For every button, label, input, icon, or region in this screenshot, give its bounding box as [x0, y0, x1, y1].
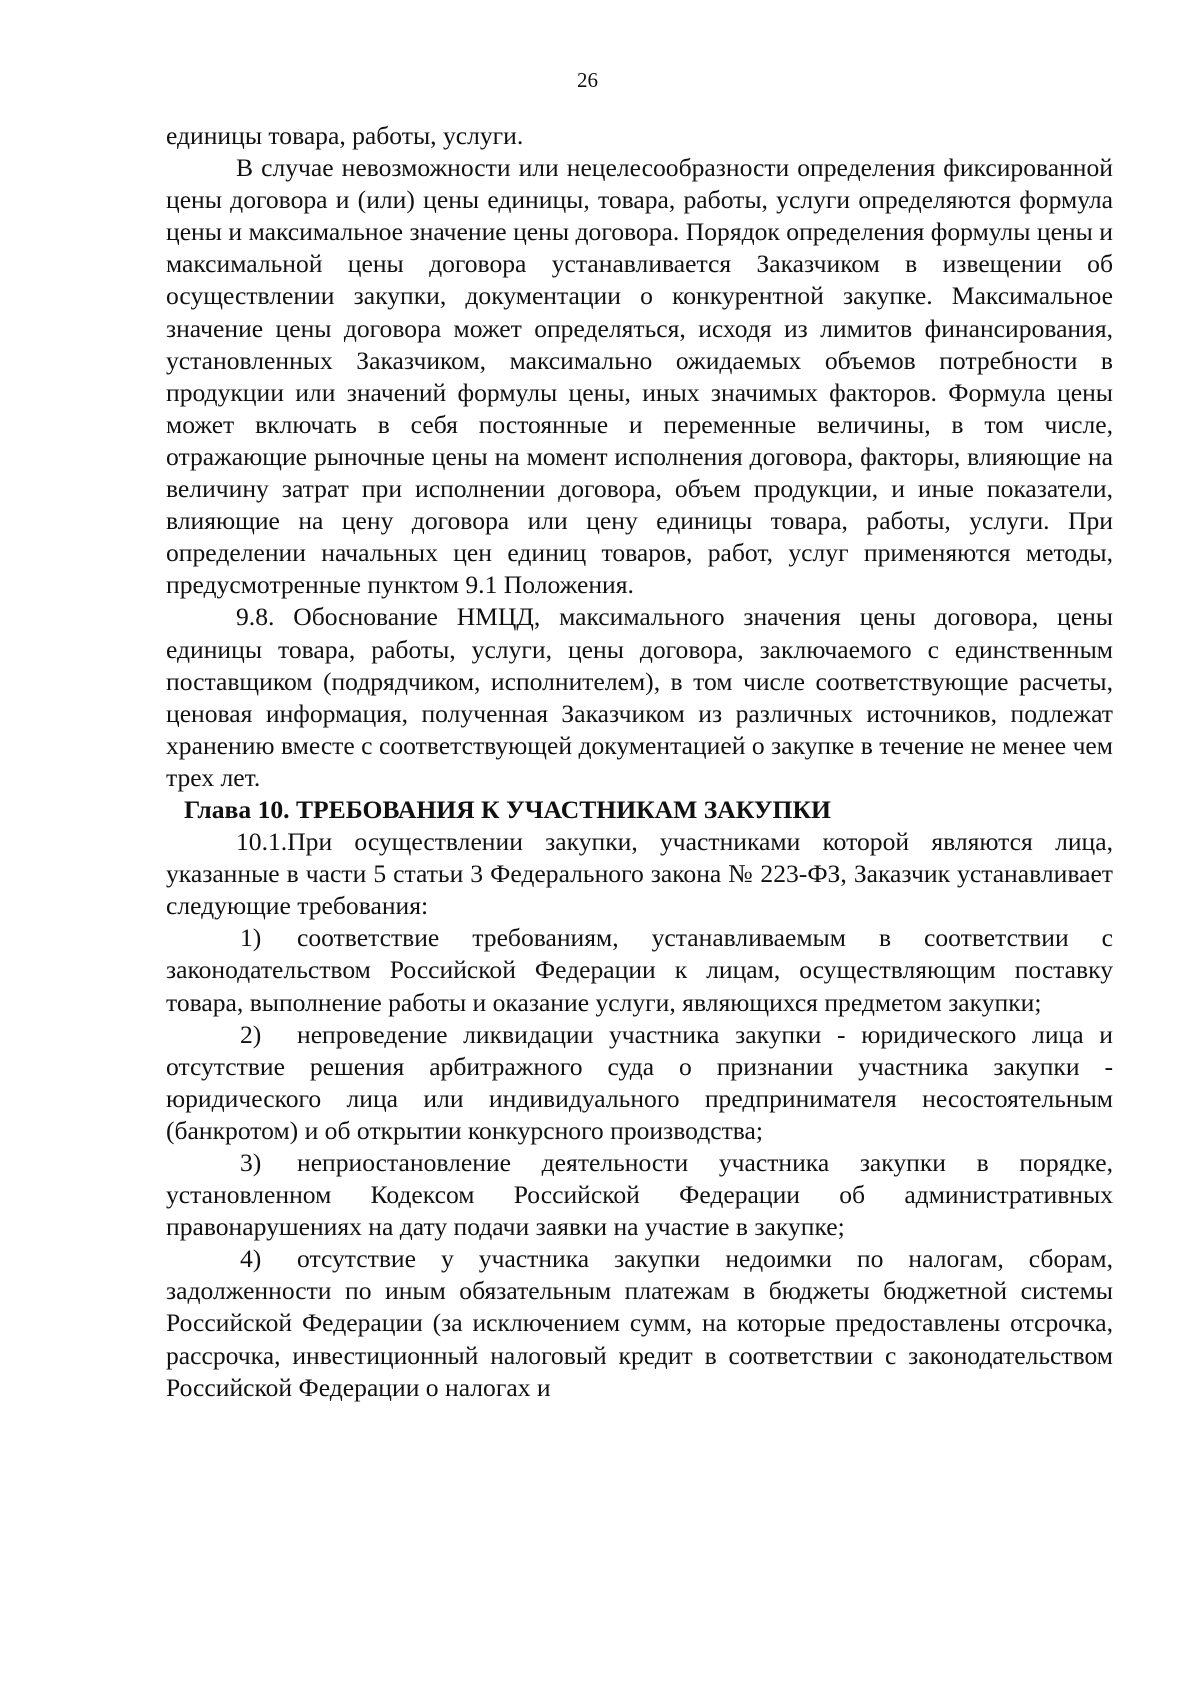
paragraph-10-1: 10.1.При осуществлении закупки, участниками которой являются лица, указанные в части 5 статьи 3 Федерального закона № 223-ФЗ, Заказчик устанавливает следующие требования:	[166, 827, 1113, 921]
list-item-text: соответствие требованиям, устанавливаемым в соответствии с законодательством Российской Федерации к лицам, осуществляющим поставку товара, выполнение работы и оказание услуги, являющихся предметом закупки;	[166, 923, 1113, 1017]
list-item-number: 3)	[240, 1148, 262, 1177]
chapter-title: Глава 10. ТРЕБОВАНИЯ К УЧАСТНИКАМ ЗАКУПКИ	[184, 794, 831, 824]
list-item	[166, 1243, 1113, 1403]
list-item	[166, 922, 1113, 1018]
list-item-text: неприостановление деятельности участника закупки в порядке, установленном Кодексом Российской Федерации об административных правонарушениях на дату подачи заявки на участие в закупке;	[166, 1148, 1113, 1242]
list-item	[166, 1019, 1113, 1147]
list-item-number: 2)	[240, 1019, 262, 1049]
list-item-number: 4)	[240, 1244, 262, 1274]
list-item-text: отсутствие у участника закупки недоимки по налогам, сборам, задолженности по иным обязательным платежам в бюджеты бюджетной системы Российской Федерации (за исключением сумм, на которые предоставлены отсрочка, рассрочка, инвестиционный налоговый кредит в соответствии с законодательством Российской Федерации о налогах и	[166, 1244, 1113, 1402]
list-item-number: 1)	[240, 923, 262, 953]
list-item-text: непроведение ликвидации участника закупки - юридического лица и отсутствие решения арбитражного суда о признании участника закупки - юридического лица или индивидуального предпринимателя несостоятельным (банкротом) и об открытии конкурсного производства;	[166, 1019, 1113, 1145]
page-number: 26	[577, 68, 598, 92]
paragraph-9-8: 9.8. Обоснование НМЦД, максимального значения цены договора, цены единицы товара, работы, услуги, цены договора, заключаемого с единственным поставщиком (подрядчиком, исполнителем), в том числе соответствующие расчеты, ценовая информация, полученная Заказчиком из различных источников, подлежат хранению вместе с соответствующей документацией о закупке в течение не менее чем трех лет.	[166, 602, 1113, 792]
paragraph-price-formula: В случае невозможности или нецелесообразности определения фиксированной цены договора и (или) цены единицы, товара, работы, услуги определяются формула цены и максимальное значение цены договора. Порядок определения формулы цены и максимальной цены договора устанавливается Заказчиком в извещении об осуществлении закупки, документации о конкурентной закупке. Максимальное значение цены договора может определяться, исходя из лимитов финансирования, установленных Заказчиком, максимально ожидаемых объемов потребности в продукции или значений формулы цены, иных значимых факторов. Формула цены может включать в себя постоянные и переменные величины, в том числе, отражающие рыночные цены на момент исполнения договора, факторы, влияющие на величину затрат при исполнении договора, объем продукции, и иные показатели, влияющие на цену договора или цену единицы товара, работы, услуги. При определении начальных цен единиц товаров, работ, услуг применяются методы, предусмотренные пунктом 9.1 Положения.	[166, 153, 1113, 600]
list-item	[166, 1147, 1113, 1243]
paragraph-continuation: единицы товара, работы, услуги.	[166, 121, 524, 150]
document-body	[166, 120, 1113, 1404]
